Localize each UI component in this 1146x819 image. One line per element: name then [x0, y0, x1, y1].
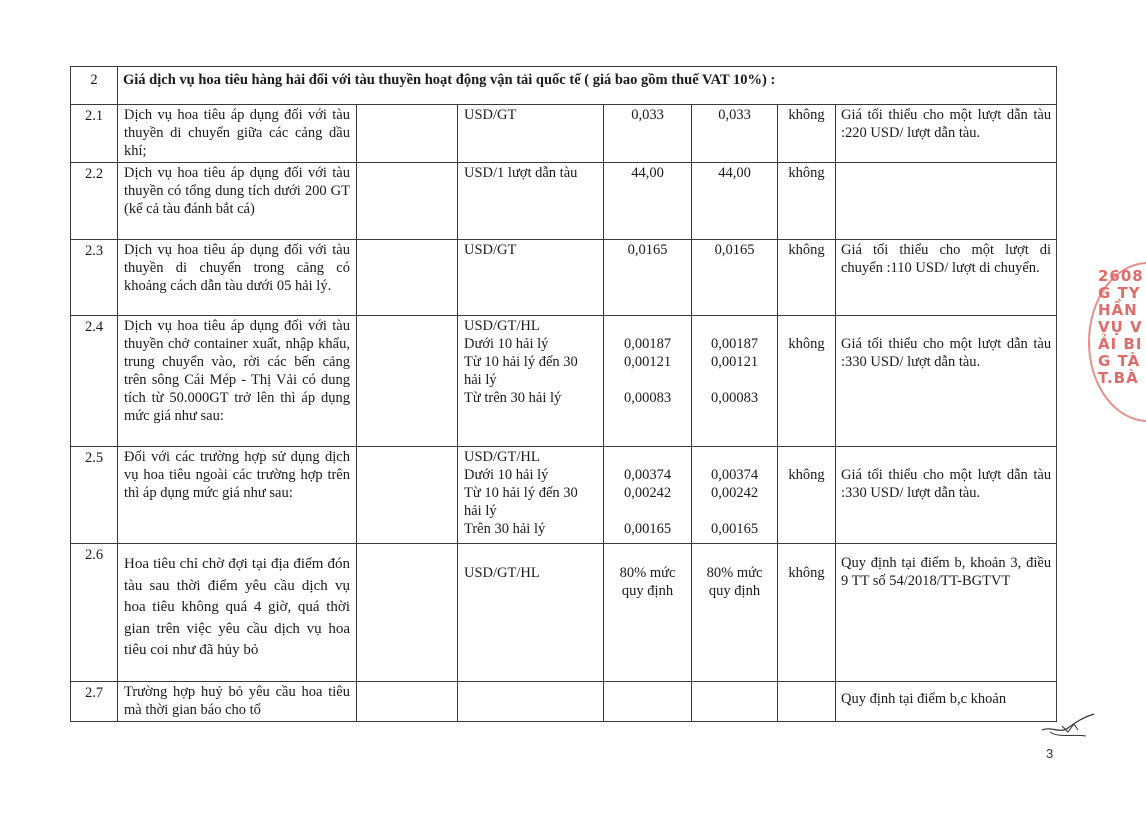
company-stamp [1082, 262, 1146, 422]
row-number: 2.4 [71, 316, 118, 447]
unit-line: USD/GT/HL [464, 449, 540, 465]
stamp-line: G TY [1098, 284, 1141, 302]
row-rate-1 [604, 682, 692, 722]
blank-cell [357, 447, 458, 544]
signature-mark [1038, 708, 1100, 742]
unit-line [464, 683, 598, 701]
unit-line: hải lý [464, 372, 497, 388]
pilotage-price-table [70, 66, 1057, 722]
row-rate-2 [692, 240, 778, 316]
row-rate-1 [604, 240, 692, 316]
section-title: Giá dịch vụ hoa tiêu hàng hải đối với tàu thuyền hoạt động vận tải quốc tế ( giá bao gồm thuế VAT 10%) : [118, 67, 1057, 105]
row-description: Dịch vụ hoa tiêu áp dụng đối với tàu thuyền chở container xuất, nhập khẩu, trung chuyển vào, rời các bến cảng trên sông Cái Mép - Thị Vải có dung tích từ 50.000GT trở lên thì áp dụng mức giá như sau: [118, 316, 357, 447]
rate-1-line [609, 448, 686, 466]
row-vat: không [778, 163, 836, 240]
row-unit [458, 316, 604, 447]
row-description: Dịch vụ hoa tiêu áp dụng đối với tàu thuyền có tổng dung tích dưới 200 GT (kể cả tàu đánh bắt cá) [118, 163, 357, 240]
unit-line: Trên 30 hải lý [464, 521, 546, 537]
row-rate-1 [604, 163, 692, 240]
row-rate-1 [604, 316, 692, 447]
row-vat: không [778, 316, 836, 447]
unit-line: USD/GT [464, 242, 517, 258]
row-unit [458, 447, 604, 544]
row-vat: không [778, 447, 836, 544]
row-note: Quy định tại điểm b, khoản 3, điều 9 TT số 54/2018/TT-BGTVT [836, 544, 1057, 682]
row-note: Quy định tại điểm b,c khoản [836, 682, 1057, 722]
row-description: Trường hợp huỷ bỏ yêu cầu hoa tiêu mà thời gian báo cho tổ [118, 682, 357, 722]
unit-line: Từ 10 hải lý đến 30 [464, 354, 578, 370]
rate-1-line: 44,00 [631, 165, 664, 181]
row-number: 2.7 [71, 682, 118, 722]
page-number: 3 [1046, 746, 1054, 761]
row-rate-2 [692, 316, 778, 447]
row-rate-1 [604, 544, 692, 682]
table-row [71, 682, 1057, 722]
unit-line: Từ trên 30 hải lý [464, 390, 562, 406]
stamp-line: G TÀ [1098, 352, 1141, 370]
rate-2-line: 44,00 [718, 165, 751, 181]
rate-2-line: 0,00083 [710, 390, 759, 406]
rate-1-line [609, 502, 686, 520]
row-vat: không [778, 240, 836, 316]
row-number: 2.6 [71, 544, 118, 682]
row-note: Giá tối thiểu cho một lượt dẫn tàu :330 USD/ lượt dẫn tàu. [836, 447, 1057, 544]
rate-2-line [697, 502, 772, 520]
row-number: 2.2 [71, 163, 118, 240]
unit-line: USD/GT/HL [464, 565, 540, 581]
stamp-text [1098, 268, 1144, 387]
row-unit [458, 682, 604, 722]
stamp-line: 2608 [1098, 267, 1144, 285]
unit-line: Từ 10 hải lý đến 30 [464, 485, 578, 501]
rate-2-line: 80% mức quy định [706, 565, 763, 599]
row-note: Giá tối thiểu cho một lượt dẫn tàu :220 USD/ lượt dẫn tàu. [836, 105, 1057, 163]
rate-2-line: 0,00374 [710, 467, 759, 483]
blank-cell [357, 682, 458, 722]
stamp-line: T.BÀ [1098, 369, 1139, 387]
rate-1-line: 0,00083 [623, 390, 672, 406]
row-note [836, 163, 1057, 240]
row-number: 2.1 [71, 105, 118, 163]
blank-cell [357, 105, 458, 163]
table-row [71, 163, 1057, 240]
row-number: 2.5 [71, 447, 118, 544]
table-row [71, 316, 1057, 447]
row-number: 2.3 [71, 240, 118, 316]
rate-2-line: 0,00187 [710, 336, 759, 352]
rate-1-line [609, 371, 686, 389]
rate-1-line [609, 683, 686, 701]
rate-2-line [697, 683, 772, 701]
rate-2-line: 0,00242 [710, 485, 759, 501]
row-unit [458, 105, 604, 163]
rate-1-line: 0,00242 [623, 485, 672, 501]
stamp-line: VỤ V [1098, 318, 1143, 336]
rate-2-line [697, 371, 772, 389]
unit-line: USD/GT [464, 107, 517, 123]
unit-line: Dưới 10 hải lý [464, 467, 549, 483]
row-rate-1 [604, 105, 692, 163]
rate-2-line: 0,00165 [710, 521, 759, 537]
rate-1-line: 0,00187 [623, 336, 672, 352]
row-description: Dịch vụ hoa tiêu áp dụng đối với tàu thuyền di chuyển giữa các cảng dầu khí; [118, 105, 357, 163]
unit-line: USD/1 lượt dẫn tàu [464, 165, 578, 181]
stamp-line: HẦN [1098, 301, 1138, 319]
blank-cell [357, 316, 458, 447]
row-description: Dịch vụ hoa tiêu áp dụng đối với tàu thuyền di chuyển trong cảng có khoảng cách dẫn tàu dưới 05 hải lý. [118, 240, 357, 316]
row-note: Giá tối thiểu cho một lượt di chuyển :110 USD/ lượt di chuyển. [836, 240, 1057, 316]
row-unit [458, 163, 604, 240]
rate-2-line [697, 317, 772, 335]
blank-cell [357, 163, 458, 240]
rate-2-line: 0,033 [718, 107, 751, 123]
table-row [71, 105, 1057, 163]
row-description: Đối với các trường hợp sử dụng dịch vụ hoa tiêu ngoài các trường hợp trên thì áp dụng mức giá như sau: [118, 447, 357, 544]
row-rate-2 [692, 105, 778, 163]
table-row [71, 240, 1057, 316]
row-vat [778, 682, 836, 722]
rate-2-line: 0,00121 [710, 354, 759, 370]
rate-1-line: 0,00374 [623, 467, 672, 483]
row-note: Giá tối thiểu cho một lượt dẫn tàu :330 USD/ lượt dẫn tàu. [836, 316, 1057, 447]
rate-1-line: 80% mức quy định [619, 565, 676, 599]
rate-1-line: 0,033 [631, 107, 664, 123]
row-rate-2 [692, 163, 778, 240]
rate-2-line: 0,0165 [714, 242, 755, 258]
rate-1-line [609, 317, 686, 335]
rate-1-line: 0,0165 [627, 242, 668, 258]
row-rate-1 [604, 447, 692, 544]
section-header-row [71, 67, 1057, 105]
blank-cell [357, 240, 458, 316]
row-rate-2 [692, 544, 778, 682]
section-number: 2 [71, 67, 118, 105]
unit-line: USD/GT/HL [464, 318, 540, 334]
unit-line: Dưới 10 hải lý [464, 336, 549, 352]
table-row [71, 447, 1057, 544]
row-rate-2 [692, 682, 778, 722]
row-unit [458, 544, 604, 682]
blank-cell [357, 544, 458, 682]
unit-line: hải lý [464, 503, 497, 519]
stamp-line: ẢI BI [1098, 335, 1143, 353]
rate-1-line: 0,00165 [623, 521, 672, 537]
row-unit [458, 240, 604, 316]
table-row [71, 544, 1057, 682]
row-description: Hoa tiêu chỉ chờ đợi tại địa điểm đón tàu sau thời điểm yêu cầu dịch vụ hoa tiêu không quá 4 giờ, quá thời gian trên việc yêu cầu dịch vụ hoa tiêu coi như đã hủy bỏ [118, 544, 357, 682]
row-vat: không [778, 544, 836, 682]
row-vat: không [778, 105, 836, 163]
rate-1-line: 0,00121 [623, 354, 672, 370]
rate-2-line [697, 448, 772, 466]
row-rate-2 [692, 447, 778, 544]
